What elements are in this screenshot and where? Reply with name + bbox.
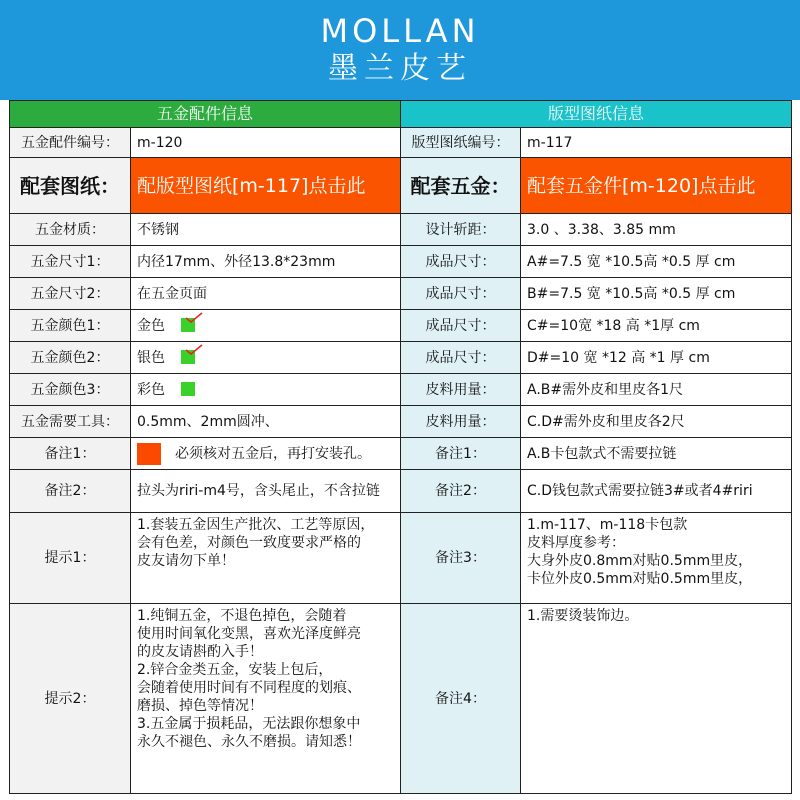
hardware-color2-value: 银色 [137, 349, 165, 366]
material-value: 不锈钢 [131, 214, 401, 246]
section-hardware-header: 五金配件信息 [10, 101, 401, 128]
pattern-note4-value: 1.需要烫装饰边。 [521, 604, 792, 794]
hardware-color1-cell [131, 310, 401, 342]
leather-usage-cd-label: 皮料用量： [401, 406, 521, 438]
hardware-size1-value: 内径17mm、外径13.8*23mm [131, 246, 401, 278]
hardware-note2-label: 备注2： [10, 470, 131, 513]
product-size-d-label: 成品尺寸： [401, 342, 521, 374]
pattern-note4-label: 备注4： [401, 604, 521, 794]
product-size-c-value: C#=10宽 *18 高 *1厚 cm [521, 310, 792, 342]
hardware-note1-value: 必须核对五金后，再打安装孔。 [175, 445, 371, 462]
product-size-d-value: D#=10 宽 *12 高 *1 厚 cm [521, 342, 792, 374]
matching-hardware-label: 配套五金： [401, 158, 521, 214]
hardware-color3-cell [131, 374, 401, 406]
hardware-note2-value: 拉头为riri-m4号，含头尾止，不含拉链 [131, 470, 401, 513]
matching-pattern-label: 配套图纸： [10, 158, 131, 214]
hardware-code-value: m-120 [131, 128, 401, 158]
red-check-icon [185, 344, 203, 356]
material-label: 五金材质： [10, 214, 131, 246]
tip2-label: 提示2： [10, 604, 131, 794]
product-size-b-value: B#=7.5 宽 *10.5高 *0.5 厚 cm [521, 278, 792, 310]
hardware-note1-label: 备注1： [10, 438, 131, 470]
tip1-label: 提示1： [10, 513, 131, 604]
hardware-color3-label: 五金颜色3： [10, 374, 131, 406]
cut-spacing-value: 3.0 、3.38、3.85 mm [521, 214, 792, 246]
brand-header [0, 0, 800, 100]
green-swatch-icon [181, 318, 195, 332]
pattern-note3-value: 1.m-117、m-118卡包款 皮料厚度参考： 大身外皮0.8mm对贴0.5mm里皮， 卡位外皮0.5mm对贴0.5mm里皮， [521, 513, 792, 604]
brand-logo-zh: 墨兰皮艺 [328, 51, 472, 86]
product-size-c-label: 成品尺寸： [401, 310, 521, 342]
hardware-color2-label: 五金颜色2： [10, 342, 131, 374]
pattern-code-value: m-117 [521, 128, 792, 158]
matching-pattern-link[interactable]: 配版型图纸[m-117]点击此 [131, 158, 401, 214]
hardware-color1-label: 五金颜色1： [10, 310, 131, 342]
leather-usage-ab-label: 皮料用量： [401, 374, 521, 406]
green-swatch-icon [181, 350, 195, 364]
section-pattern-header: 版型图纸信息 [401, 101, 792, 128]
hardware-size1-label: 五金尺寸1： [10, 246, 131, 278]
matching-hardware-link[interactable]: 配套五金件[m-120]点击此 [521, 158, 792, 214]
brand-logo-en: MOLLAN [320, 12, 480, 50]
cut-spacing-label: 设计斩距： [401, 214, 521, 246]
pattern-note1-label: 备注1： [401, 438, 521, 470]
leather-usage-ab-value: A.B#需外皮和里皮各1尺 [521, 374, 792, 406]
product-size-a-value: A#=7.5 宽 *10.5高 *0.5 厚 cm [521, 246, 792, 278]
product-size-a-label: 成品尺寸： [401, 246, 521, 278]
hardware-size2-value: 在五金页面 [131, 278, 401, 310]
tools-label: 五金需要工具： [10, 406, 131, 438]
hardware-color3-value: 彩色 [137, 381, 165, 398]
pattern-note1-value: A.B卡包款式不需要拉链 [521, 438, 792, 470]
spec-table [9, 100, 792, 794]
pattern-code-label: 版型图纸编号： [401, 128, 521, 158]
red-check-icon [185, 312, 203, 324]
pattern-note3-label: 备注3： [401, 513, 521, 604]
hardware-size2-label: 五金尺寸2： [10, 278, 131, 310]
tip2-value: 1.纯铜五金，不退色掉色，会随着 使用时间氧化变黑，喜欢光泽度鲜亮 的皮友请斟酌入手！ 2.锌合金类五金，安装上包后， 会随着使用时间有不同程度的划痕、 磨损、掉色等情况！ 3.五金属于损耗品，无法跟你想象中 永久不褪色、永久不磨损。请知悉！ [131, 604, 401, 794]
hardware-color2-cell [131, 342, 401, 374]
tools-value: 0.5mm、2mm圆冲、 [131, 406, 401, 438]
tip1-value: 1.套装五金因生产批次、工艺等原因， 会有色差，对颜色一致度要求严格的 皮友请勿下单！ [131, 513, 401, 604]
leather-usage-cd-value: C.D#需外皮和里皮各2尺 [521, 406, 792, 438]
green-swatch-icon [181, 382, 195, 396]
hardware-color1-value: 金色 [137, 317, 165, 334]
pattern-note2-label: 备注2： [401, 470, 521, 513]
spec-sheet [9, 100, 791, 800]
product-size-b-label: 成品尺寸： [401, 278, 521, 310]
pattern-note2-value: C.D钱包款式需要拉链3#或者4#riri [521, 470, 792, 513]
hardware-note1-cell [131, 438, 401, 470]
hardware-code-label: 五金配件编号： [10, 128, 131, 158]
warning-box-icon [137, 443, 161, 465]
